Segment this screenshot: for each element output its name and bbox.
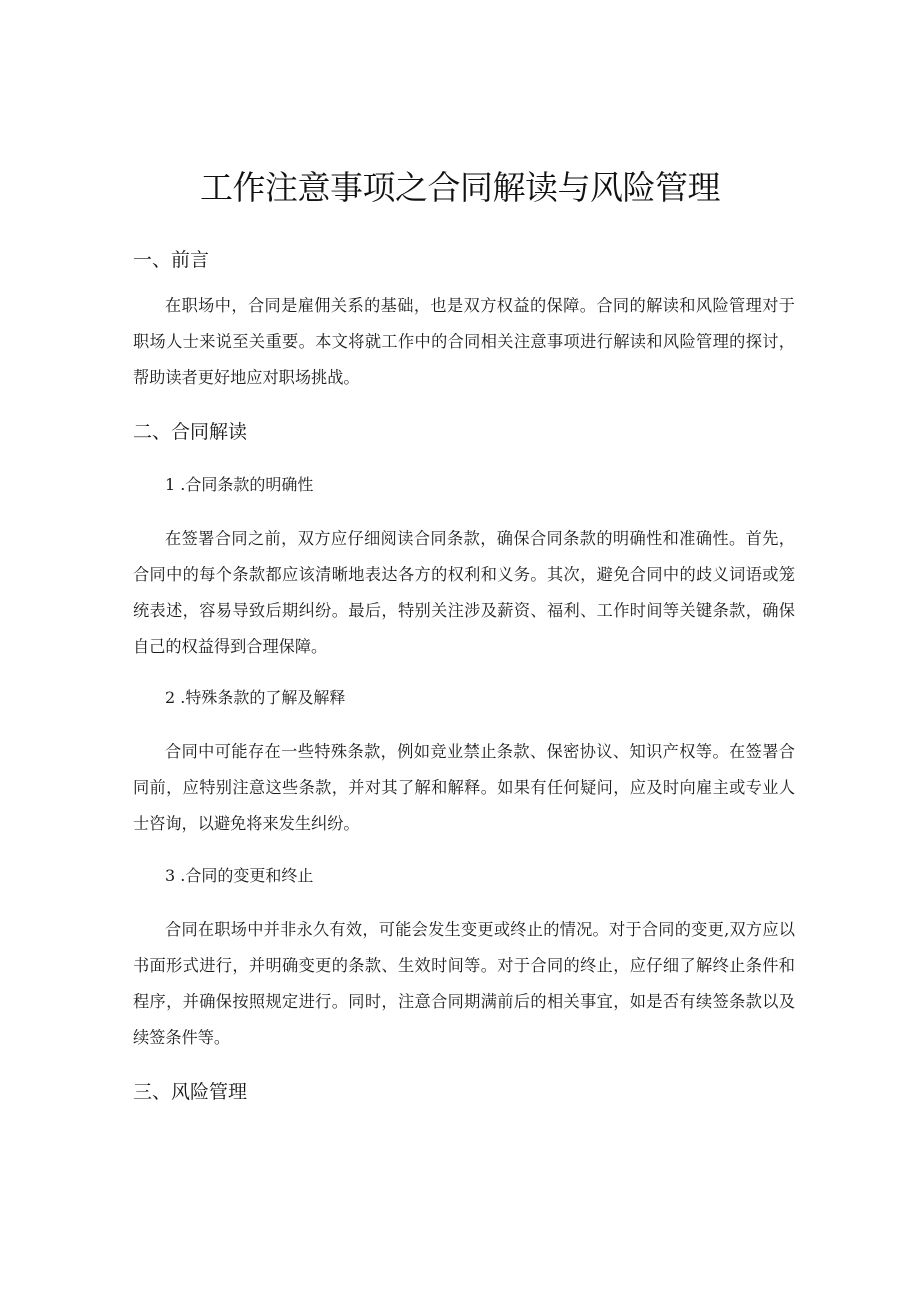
section-heading-preface: 一、前言 [133,249,210,271]
section-heading-risk-management: 三、风险管理 [133,1081,248,1103]
subsection-heading-special-clauses: 2 .特殊条款的了解及解释 [165,688,346,707]
special-clauses-paragraph: 合同中可能存在一些特殊条款，例如竞业禁止条款、保密协议、知识产权等。在签署合同前，应特别注意这些条款，并对其了解和解释。如果有任何疑问，应及时向雇主或专业人士咨询，以避免将来发生纠纷。 [133,742,795,833]
subsection-heading-change-termination: 3 .合同的变更和终止 [165,866,314,885]
clarity-paragraph: 在签署合同之前，双方应仔细阅读合同条款，确保合同条款的明确性和准确性。首先，合同中的每个条款都应该清晰地表达各方的权利和义务。其次，避免合同中的歧义词语或笼统表述，容易导致后期纠纷。最后，特别关注涉及薪资、福利、工作时间等关键条款，确保自己的权益得到合理保障。 [133,529,795,656]
change-termination-paragraph: 合同在职场中并非永久有效，可能会发生变更或终止的情况。对于合同的变更,双方应以书面形式进行，并明确变更的条款、生效时间等。对于合同的终止，应仔细了解终止条件和程序，并确保按照规定进行。同时，注意合同期满前后的相关事宜，如是否有续签条款以及续签条件等。 [133,920,795,1047]
preface-paragraph: 在职场中，合同是雇佣关系的基础，也是双方权益的保障。合同的解读和风险管理对于职场人士来说至关重要。本文将就工作中的合同相关注意事项进行解读和风险管理的探讨，帮助读者更好地应对职场挑战。 [133,296,795,387]
document-title: 工作注意事项之合同解读与风险管理 [200,168,720,207]
subsection-heading-clarity: 1 .合同条款的明确性 [165,475,314,494]
section-heading-contract-reading: 二、合同解读 [133,421,248,443]
